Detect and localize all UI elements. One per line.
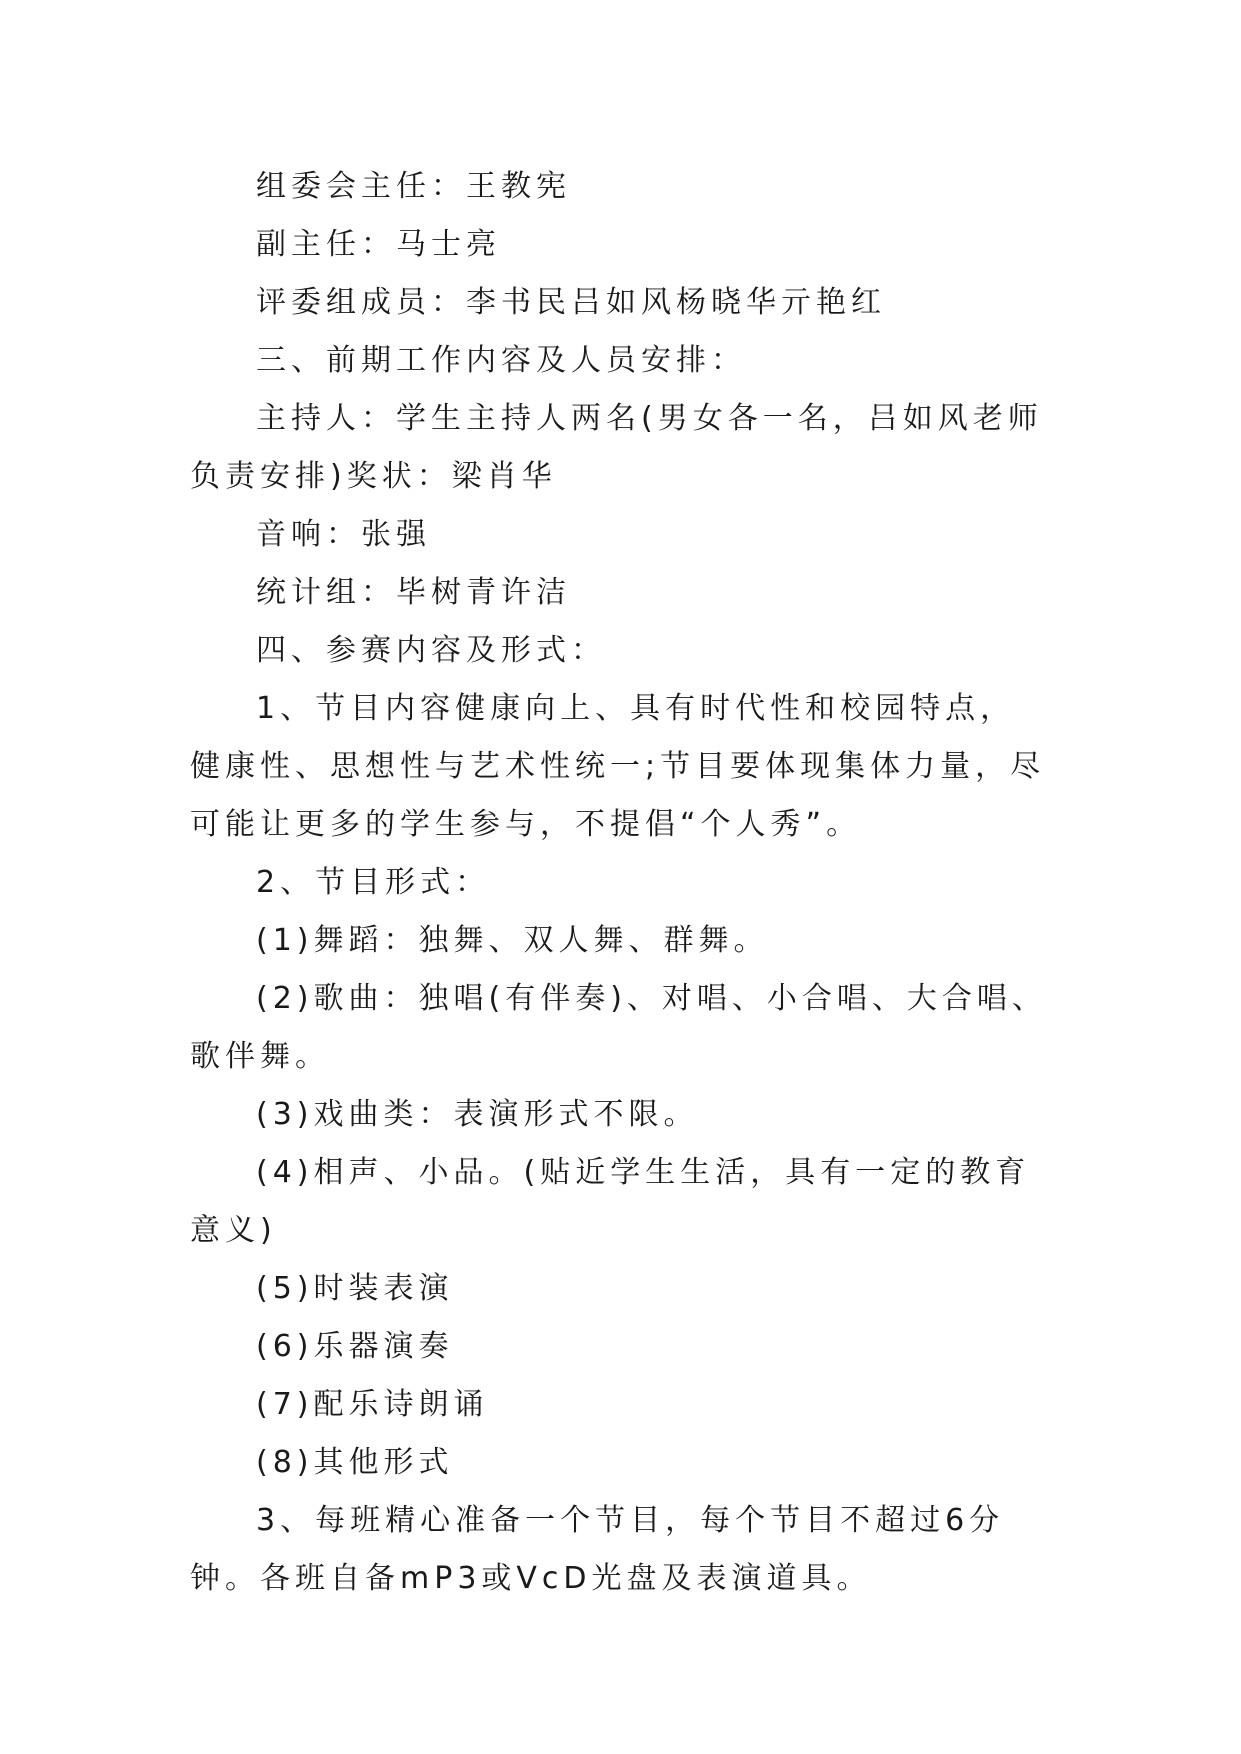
paragraph-statistics: 统计组：毕树青许洁 — [256, 575, 571, 610]
list-item-dance: (1)舞蹈：独舞、双人舞、群舞。 — [256, 923, 769, 958]
paragraph-item-2: 2、节目形式： — [256, 865, 491, 900]
paragraph-hosts: 主持人：学生主持人两名(男女各一名，吕如风老师负责安排)奖状：梁肖华 — [190, 401, 1043, 494]
list-item-other: (8)其他形式 — [256, 1445, 454, 1480]
list-item-fashion: (5)时装表演 — [256, 1271, 454, 1306]
paragraph-deputy-director: 副主任：马士亮 — [256, 227, 501, 262]
list-item-opera: (3)戏曲类：表演形式不限。 — [256, 1097, 699, 1132]
document-body — [190, 158, 1050, 1608]
paragraph-judges: 评委组成员：李书民吕如风杨晓华亓艳红 — [256, 285, 886, 320]
section-heading-3: 三、前期工作内容及人员安排： — [256, 343, 746, 378]
paragraph-committee-director: 组委会主任：王教宪 — [256, 169, 571, 204]
list-item-poetry: (7)配乐诗朗诵 — [256, 1387, 489, 1422]
paragraph-item-1: 1、节目内容健康向上、具有时代性和校园特点，健康性、思想性与艺术性统一;节目要体现集体力量，尽可能让更多的学生参与，不提倡“个人秀”。 — [190, 691, 1046, 842]
list-item-instrument: (6)乐器演奏 — [256, 1329, 454, 1364]
paragraph-item-3: 3、每班精心准备一个节目，每个节目不超过6分钟。各班自备mP3或VcD光盘及表演道具。 — [190, 1503, 1005, 1596]
paragraph-audio: 音响：张强 — [256, 517, 431, 552]
list-item-crosstalk: (4)相声、小品。(贴近学生生活，具有一定的教育意义) — [190, 1155, 1031, 1248]
list-item-song: (2)歌曲：独唱(有伴奏)、对唱、小合唱、大合唱、歌伴舞。 — [190, 981, 1047, 1074]
section-heading-4: 四、参赛内容及形式： — [256, 633, 606, 668]
